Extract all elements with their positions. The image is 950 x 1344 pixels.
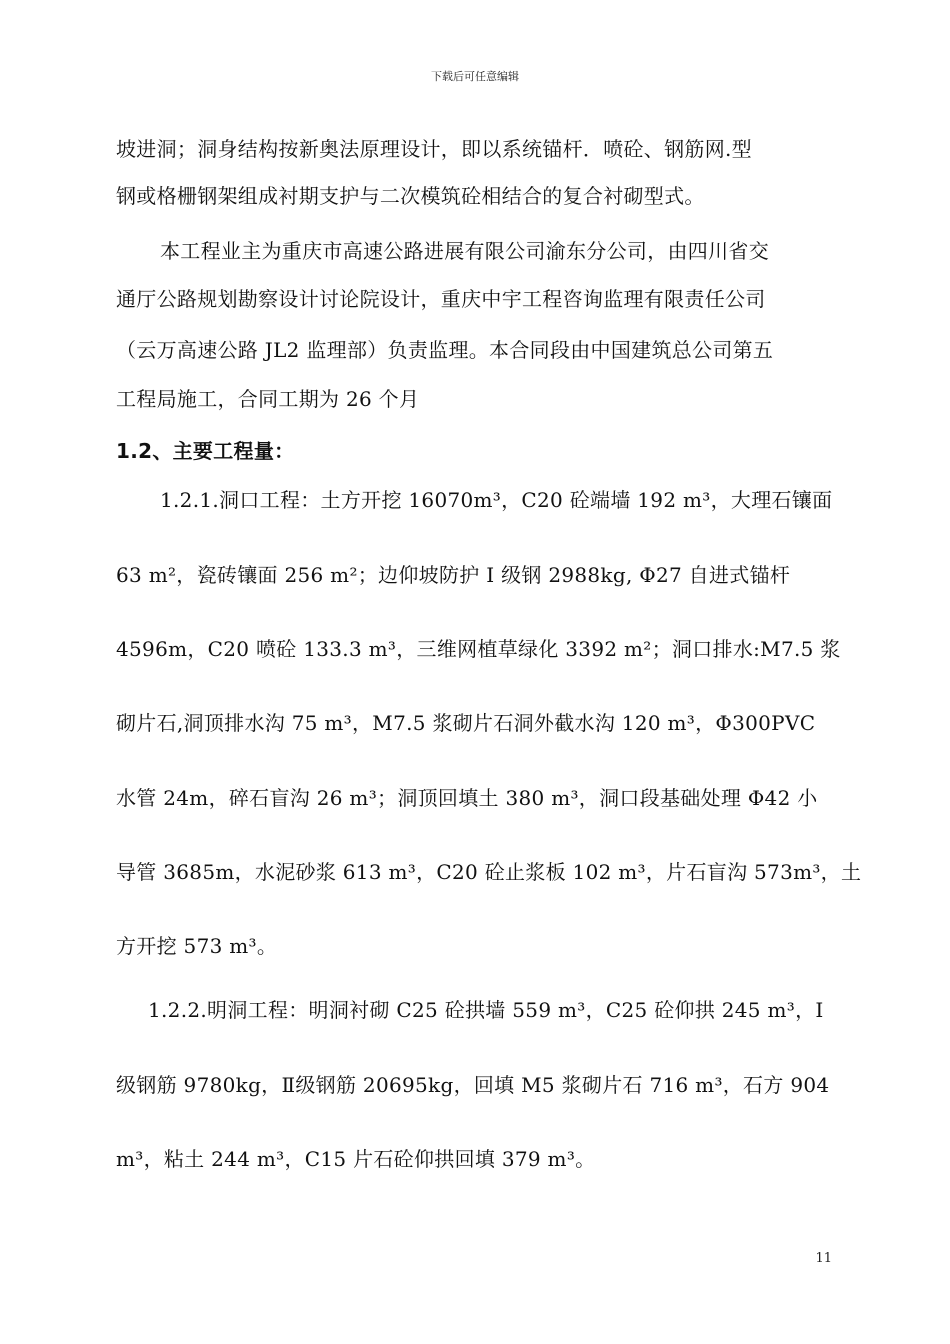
paragraph-line: 级钢筋 9780kg，Ⅱ级钢筋 20695kg，回填 M5 浆砌片石 716 m³，石方 904 <box>116 1073 830 1097</box>
paragraph-line: 4596m，C20 喷砼 133.3 m³，三维网植草绿化 3392 m²；洞口排水:M7.5 浆 <box>116 637 841 661</box>
paragraph-line: m³，粘土 244 m³，C15 片石砼仰拱回填 379 m³。 <box>116 1147 596 1171</box>
paragraph-line: 1.2.1.洞口工程：土方开挖 16070m³，C20 砼端墙 192 m³，大理石镶面 <box>160 488 833 512</box>
paragraph-line: 本工程业主为重庆市高速公路进展有限公司渝东分公司，由四川省交 <box>160 239 769 263</box>
paragraph-line: 通厅公路规划勘察设计讨论院设计，重庆中宇工程咨询监理有限责任公司 <box>116 287 766 311</box>
page-number: 11 <box>815 1251 832 1266</box>
paragraph-line: 水管 24m，碎石盲沟 26 m³；洞顶回填土 380 m³，洞口段基础处理 Φ42 小 <box>116 786 818 810</box>
page-header: 下载后可任意编辑 <box>431 70 519 83</box>
paragraph-line: 砌片石,洞顶排水沟 75 m³，M7.5 浆砌片石洞外截水沟 120 m³，Φ300PVC <box>116 711 816 735</box>
paragraph-line: （云万高速公路 JL2 监理部）负责监理。本合同段由中国建筑总公司第五 <box>116 338 774 362</box>
paragraph-line: 导管 3685m，水泥砂浆 613 m³，C20 砼止浆板 102 m³，片石盲沟 573m³，土 <box>116 860 862 884</box>
section-heading: 1.2、主要工程量： <box>116 439 295 463</box>
paragraph-line: 钢或格栅钢架组成衬期支护与二次模筑砼相结合的复合衬砌型式。 <box>116 184 705 208</box>
paragraph-line: 工程局施工，合同工期为 26 个月 <box>116 387 420 411</box>
paragraph-line: 坡进洞；洞身结构按新奥法原理设计，即以系统锚杆．喷砼、钢筋网.型 <box>116 137 752 161</box>
paragraph-line: 63 m²，瓷砖镶面 256 m²；边仰坡防护 I 级钢 2988kg, Φ27 自进式锚杆 <box>116 563 791 587</box>
paragraph-line: 方开挖 573 m³。 <box>116 934 278 958</box>
paragraph-line: 1.2.2.明洞工程：明洞衬砌 C25 砼拱墙 559 m³，C25 砼仰拱 245 m³，I <box>148 998 824 1022</box>
